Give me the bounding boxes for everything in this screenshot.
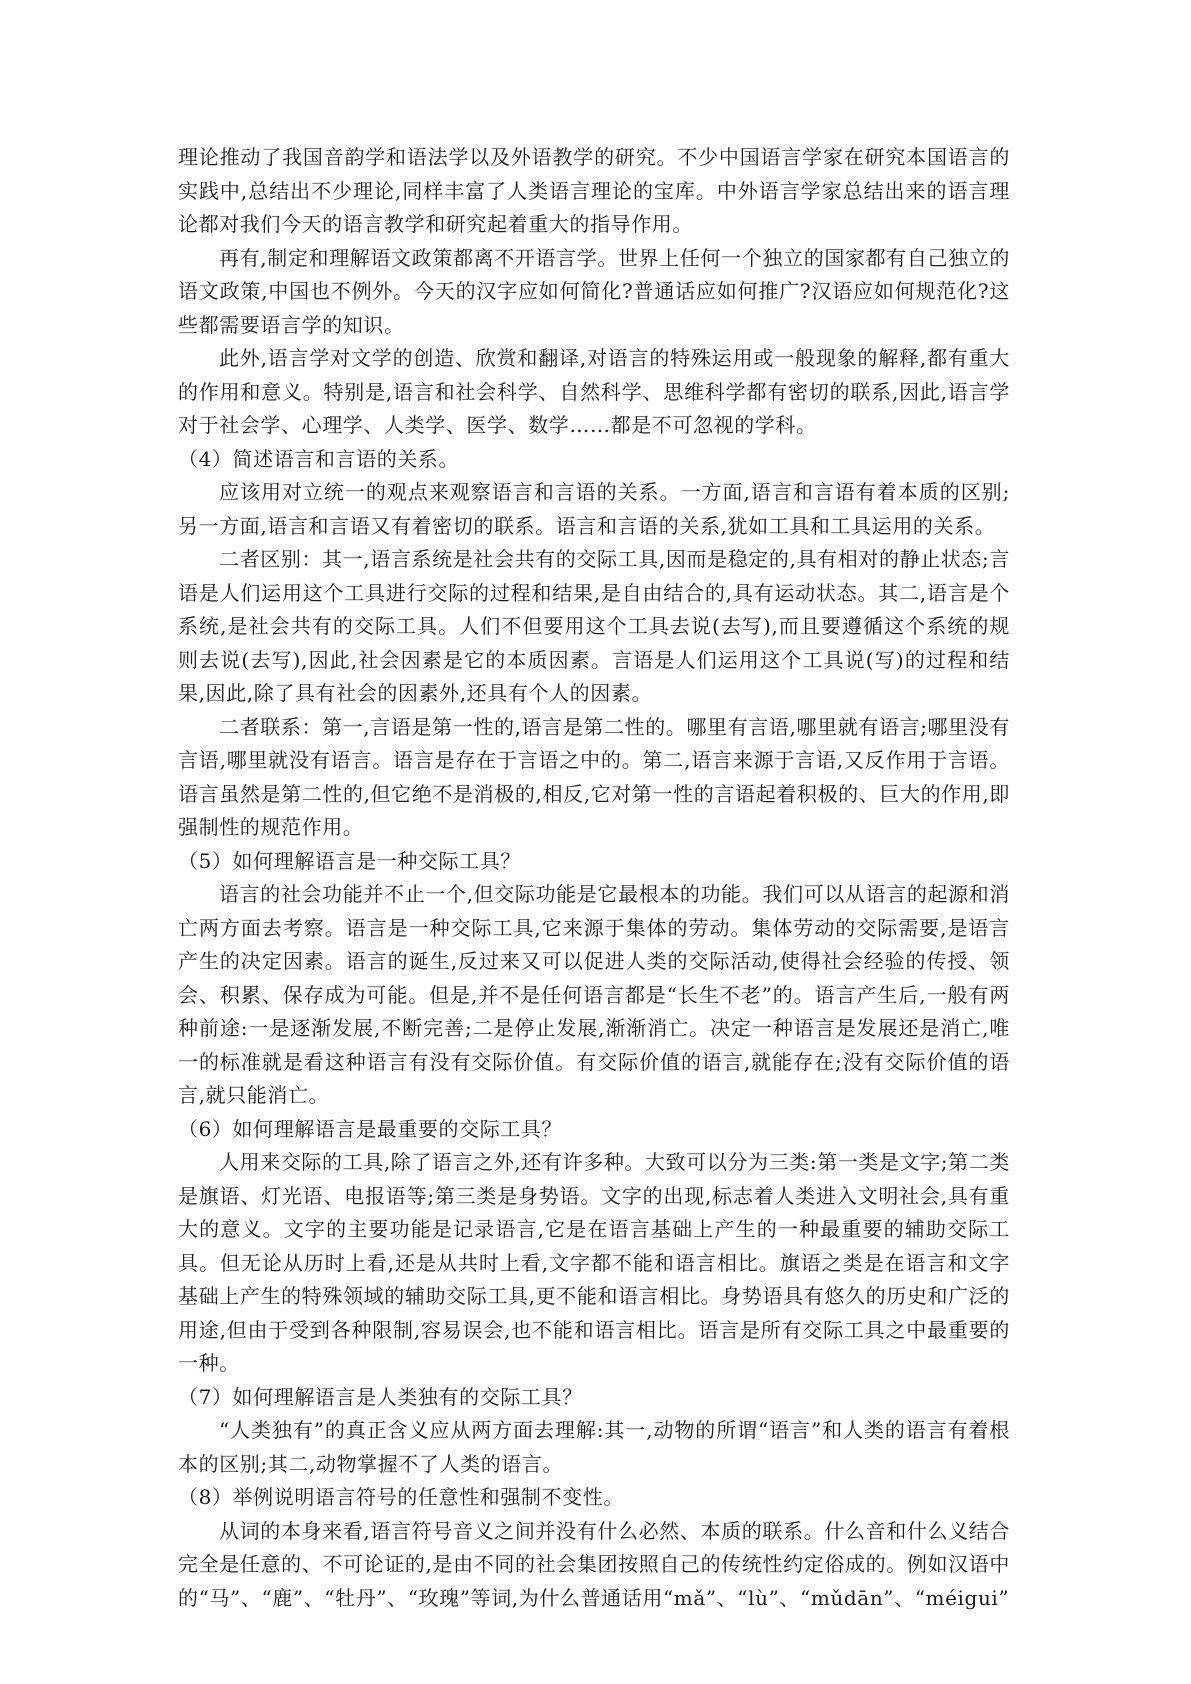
document-page <box>178 141 1010 1615</box>
paragraph: 人用来交际的工具,除了语言之外,还有许多种。大致可以分为三类:第一类是文字;第二类是旗语、灯光语、电报语等;第三类是身势语。文字的出现,标志着人类进入文明社会,具有重大的意义。文字的主要功能是记录语言,它是在语言基础上产生的一种最重要的辅助交际工具。但无论从历时上看,还是从共时上看,文字都不能和语言相比。旗语之类是在语言和文字基础上产生的特殊领域的辅助交际工具,更不能和语言相比。身势语具有悠久的历史和广泛的用途,但由于受到各种限制,容易误会,也不能和语言相比。语言是所有交际工具之中最重要的一种。 <box>178 1150 1010 1375</box>
paragraph: 应该用对立统一的观点来观察语言和言语的关系。一方面,语言和言语有着本质的区别;另一方面,语言和言语又有着密切的联系。语言和言语的关系,犹如工具和工具运用的关系。 <box>178 480 1010 538</box>
paragraph: 二者联系：第一,言语是第一性的,语言是第二性的。哪里有言语,哪里就有语言;哪里没有言语,哪里就没有语言。语言是存在于言语之中的。第二,语言来源于言语,又反作用于言语。语言虽然是第二性的,但它绝不是消极的,相反,它对第一性的言语起着积极的、巨大的作用,即强制性的规范作用。 <box>178 714 1010 839</box>
paragraph: “人类独有”的真正含义应从两方面去理解:其一,动物的所谓“语言”和人类的语言有着根本的区别;其二,动物掌握不了人类的语言。 <box>178 1418 1010 1476</box>
question-heading: （7）如何理解语言是人类独有的交际工具？ <box>178 1384 583 1409</box>
question-heading: （8）举例说明语言符号的任意性和强制不变性。 <box>178 1485 624 1509</box>
question-heading: （4）简述语言和言语的关系。 <box>178 446 460 471</box>
question-heading: （6）如何理解语言是最重要的交际工具？ <box>178 1116 563 1141</box>
question-heading: （5）如何理解语言是一种交际工具？ <box>178 848 521 873</box>
paragraph: 理论推动了我国音韵学和语法学以及外语教学的研究。不少中国语言学家在研究本国语言的实践中,总结出不少理论,同样丰富了人类语言理论的宝库。中外语言学家总结出来的语言理论都对我们今天的语言教学和研究起着重大的指导作用。 <box>178 145 1010 236</box>
paragraph: 二者区别：其一,语言系统是社会共有的交际工具,因而是稳定的,具有相对的静止状态;言语是人们运用这个工具进行交际的过程和结果,是自由结合的,具有运动状态。其二,语言是个系统,是社会共有的交际工具。人们不但要用这个工具去说(去写),而且要遵循这个系统的规则去说(去写),因此,社会因素是它的本质因素。言语是人们运用这个工具说(写)的过程和结果,因此,除了具有社会的因素外,还具有个人的因素。 <box>178 547 1010 705</box>
paragraph: 此外,语言学对文学的创造、欣赏和翻译,对语言的特殊运用或一般现象的解释,都有重大的作用和意义。特别是,语言和社会科学、自然科学、思维科学都有密切的联系,因此,语言学对于社会学、心理学、人类学、医学、数学……都是不可忽视的学科。 <box>178 346 1010 437</box>
paragraph: 再有,制定和理解语文政策都离不开语言学。世界上任何一个独立的国家都有自己独立的语文政策,中国也不例外。今天的汉字应如何简化?普通话应如何推广?汉语应如何规范化?这些都需要语言学的知识。 <box>178 245 1010 337</box>
paragraph: 从词的本身来看,语言符号音义之间并没有什么必然、本质的联系。什么音和什么义结合完全是任意的、不可论证的,是由不同的社会集团按照自己的传统性约定俗成的。例如汉语中的“马”、“鹿”、“牡丹”、“玫瑰”等词,为什么普通话用“mǎ”、“lù”、“mǔdān”、“méigui” <box>178 1518 1010 1610</box>
paragraph: 语言的社会功能并不止一个,但交际功能是它最根本的功能。我们可以从语言的起源和消亡两方面去考察。语言是一种交际工具,它来源于集体的劳动。集体劳动的交际需要,是语言产生的决定因素。语言的诞生,反过来又可以促进人类的交际活动,使得社会经验的传授、领会、积累、保存成为可能。但是,并不是任何语言都是“长生不老”的。语言产生后,一般有两种前途:一是逐渐发展,不断完善;二是停止发展,渐渐消亡。决定一种语言是发展还是消亡,唯一的标准就是看这种语言有没有交际价值。有交际价值的语言,就能存在;没有交际价值的语言,就只能消亡。 <box>178 882 1010 1107</box>
